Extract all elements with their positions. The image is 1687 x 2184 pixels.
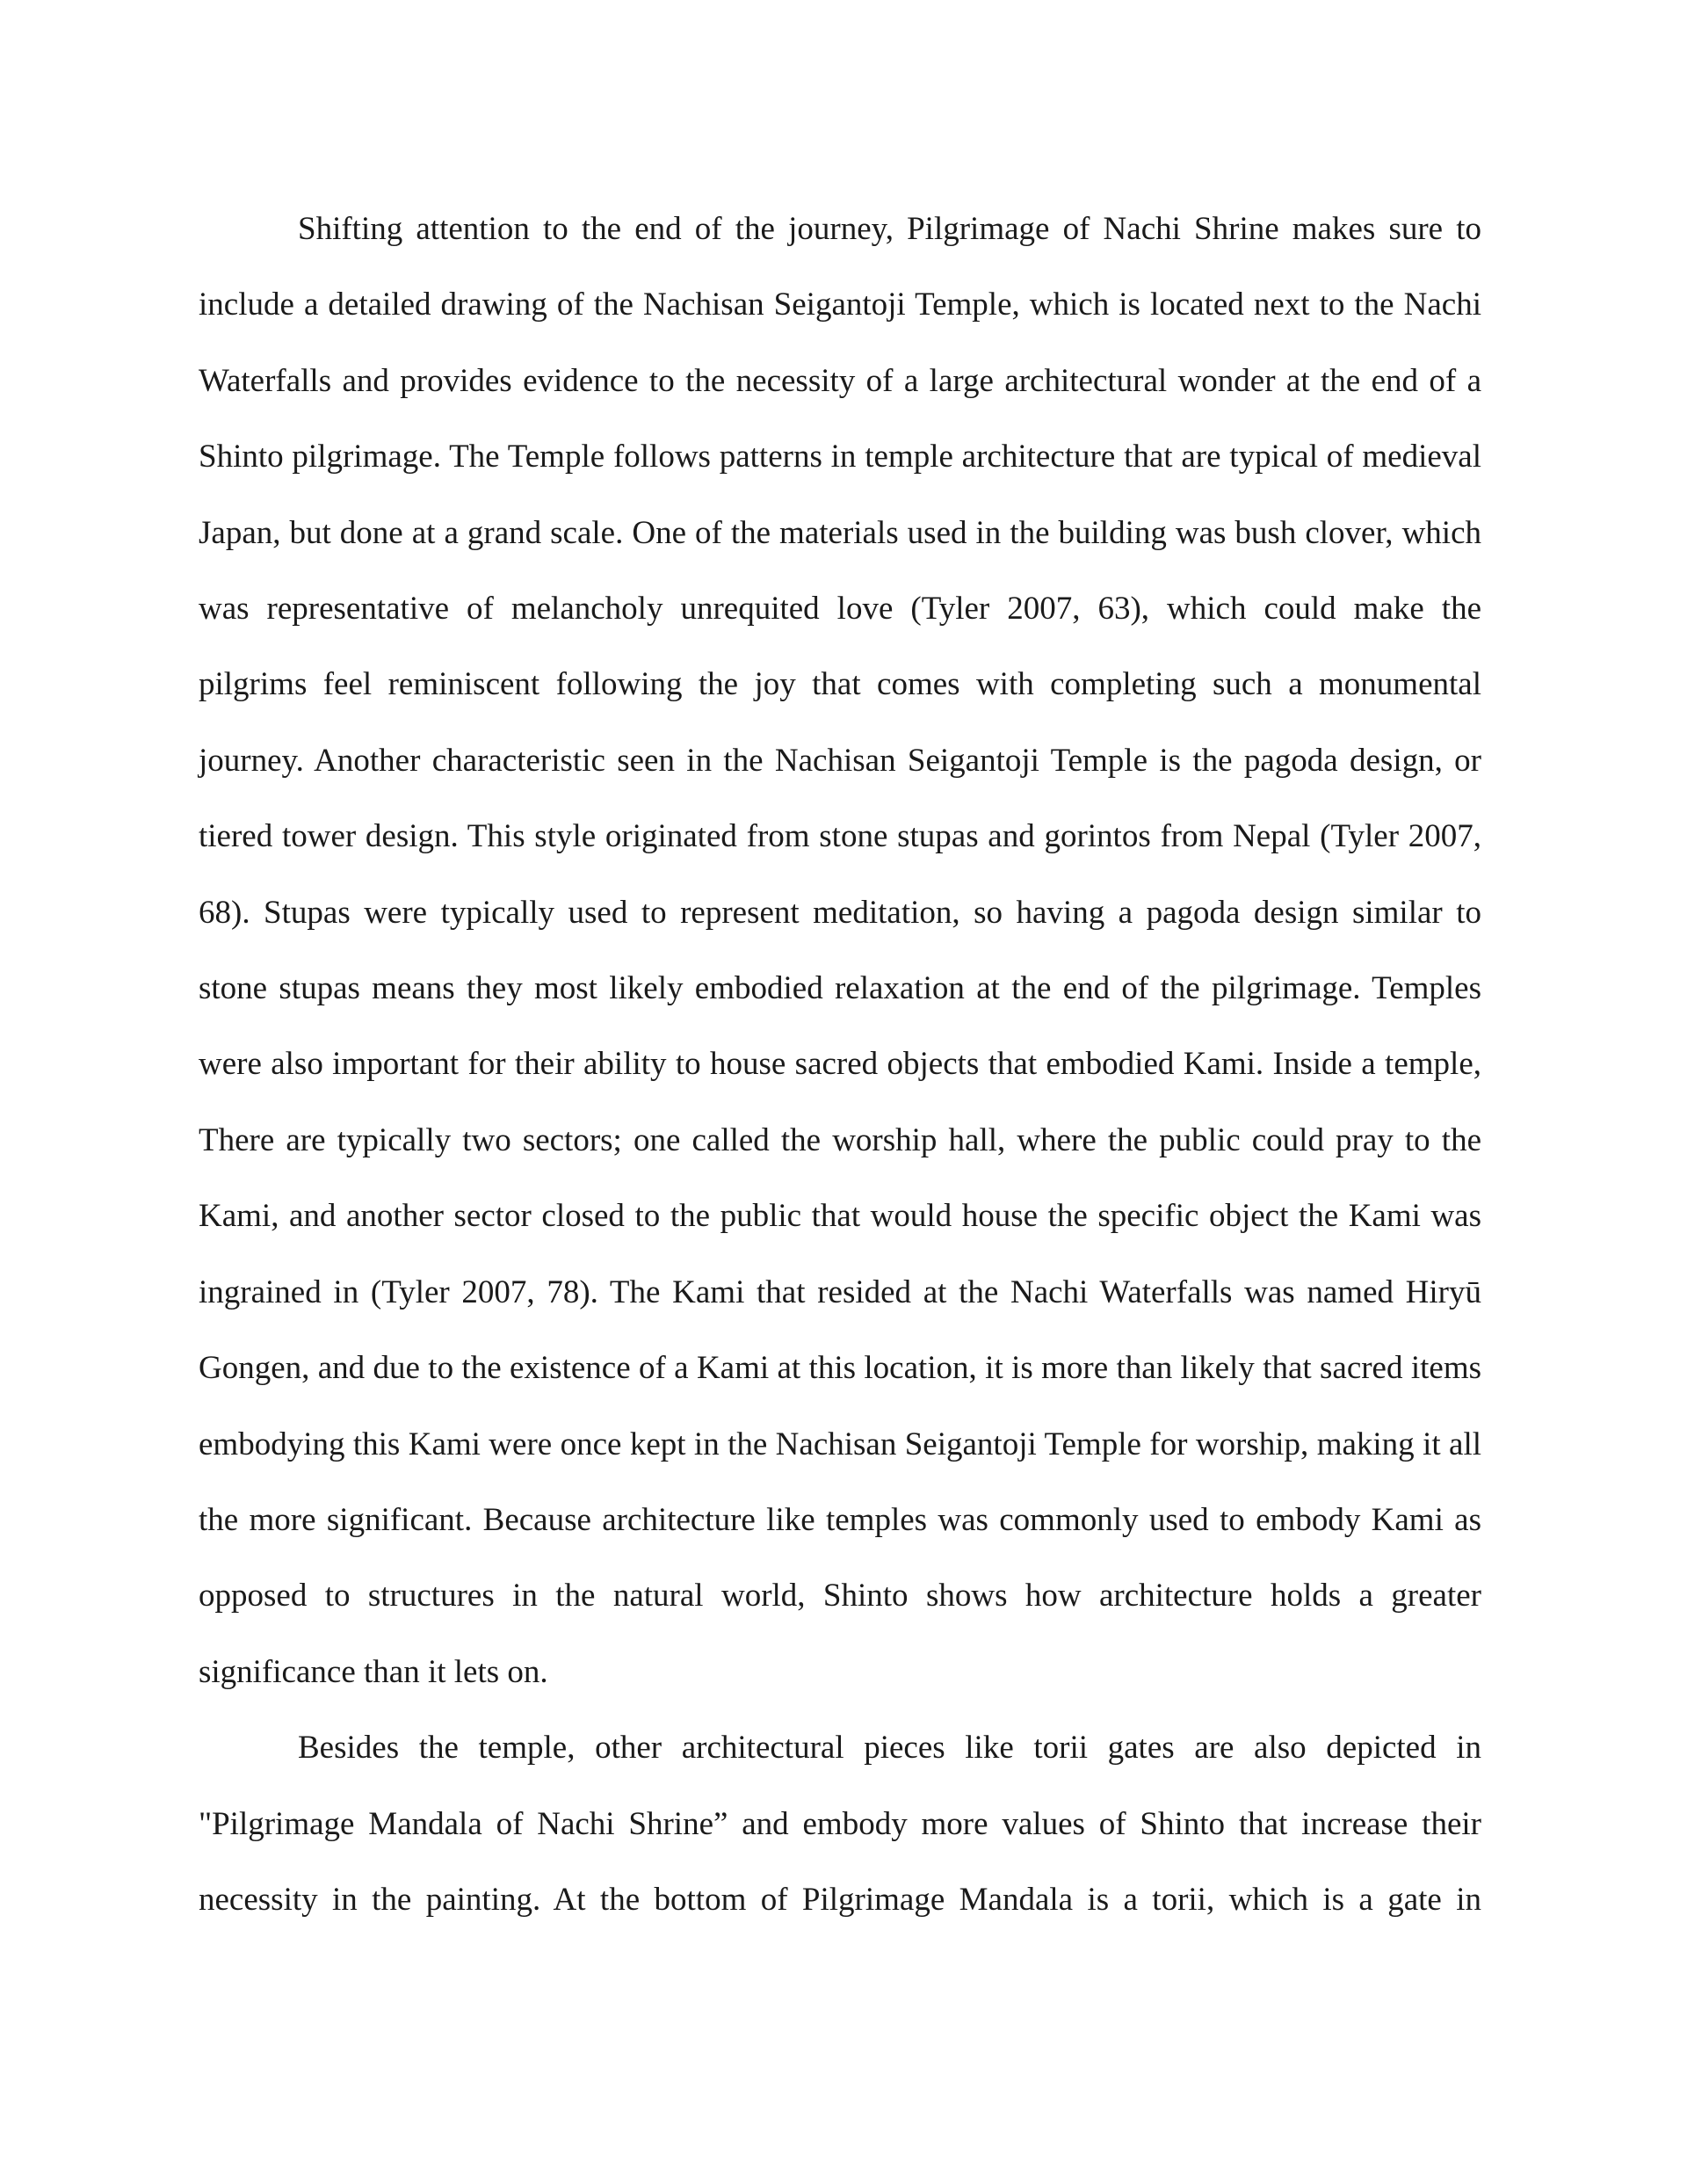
paragraph-1: Shifting attention to the end of the journey, Pilgrimage of Nachi Shrine makes sure to include a detailed drawing of the Nachisan Seigantoji Temple, which is located next to the Nachi Waterfalls and provides evidence to the necessity of a large architectural wonder at the end of a Shinto pilgrimage. The Temple follows patterns in temple architecture that are typical of medieval Japan, but done at a grand scale. One of the materials used in the building was bush clover, which was representative of melancholy unrequited love (Tyler 2007, 63), which could make the pilgrims feel reminiscent following the joy that comes with completing such a monumental journey. Another characteristic seen in the Nachisan Seigantoji Temple is the pagoda design, or tiered tower design. This style originated from stone stupas and gorintos from Nepal (Tyler 2007, 68). Stupas were typically used to represent meditation, so having a pagoda design similar to stone stupas means they most likely embodied relaxation at the end of the pilgrimage. Temples were also important for their ability to house sacred objects that embodied Kami. Inside a temple, There are typically two sectors; one called the worship hall, where the public could pray to the Kami, and another sector closed to the public that would house the specific object the Kami was ingrained in (Tyler 2007, 78). The Kami that resided at the Nachi Waterfalls was named Hiryū Gongen, and due to the existence of a Kami at this location, it is more than likely that sacred items embodying this Kami were once kept in the Nachisan Seigantoji Temple for worship, making it all the more significant. Because architecture like temples was commonly used to embody Kami as opposed to structures in the natural world, Shinto shows how architecture holds a greater significance than it lets on.: [199, 211, 1481, 1690]
paragraph-2: Besides the temple, other architectural pieces like torii gates are also depicted in "Pilgrimage Mandala of Nachi Shrine” and embody more values of Shinto that increase their necessity in the painting. At the bottom of Pilgrimage Mandala is a torii, which is a gate in: [199, 1730, 1481, 1918]
body-text: [199, 192, 1481, 1938]
